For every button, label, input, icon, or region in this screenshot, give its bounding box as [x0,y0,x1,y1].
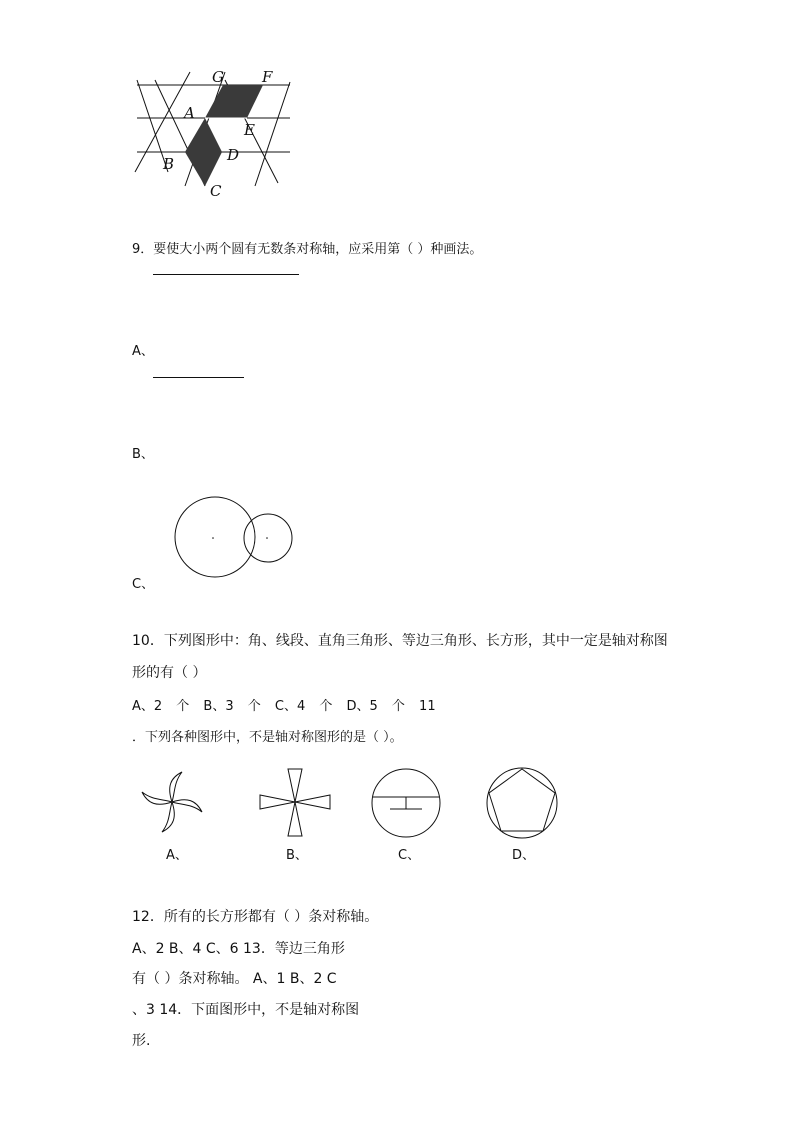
label-a: A [184,104,195,122]
label-d: D [227,146,240,164]
label-e: E [244,121,255,139]
q9-option-c-label: C、 [132,577,155,592]
pentagon-in-circle-figure [487,768,557,838]
q12-line5: 形. [132,1033,151,1049]
q11-label-c: C、 [398,848,421,863]
q10-choices: A、2 个 B、3 个 C、4 个 D、5 个 11 [132,699,436,714]
q9-option-a-label: A、 [132,344,154,359]
q12-line4: 、3 14．下面图形中，不是轴对称图 [132,1002,360,1018]
q9-option-b-label: B、 [132,447,154,462]
circle-with-bar-figure [372,769,440,837]
bowtie-cross-figure [260,769,330,836]
q12-line1: 12．所有的长方形都有（ ）条对称轴。 [132,909,379,925]
q9-question: 9．要使大小两个圆有无数条对称轴，应采用第（ ）种画法。 [132,242,483,257]
q10-line2: 形的有（ ） [132,665,207,681]
q11-question: ．下列各种图形中，不是轴对称图形的是（ ）。 [132,730,403,745]
label-f: F [262,68,273,86]
q10-line1: 10．下列图形中：角、线段、直角三角形、等边三角形、长方形，其中一定是轴对称图 [132,633,668,649]
q11-label-b: B、 [286,848,308,863]
label-g: G [212,68,224,86]
label-b: B [163,155,175,173]
q11-label-a: A、 [166,848,188,863]
q12-line3: 有（ ）条对称轴。 A、1 B、2 C [132,971,337,987]
q12-line2: A、2 B、4 C、6 13．等边三角形 [132,941,345,957]
q11-label-d: D、 [512,848,536,863]
label-c: C [210,182,222,200]
pinwheel-figure [142,772,202,832]
